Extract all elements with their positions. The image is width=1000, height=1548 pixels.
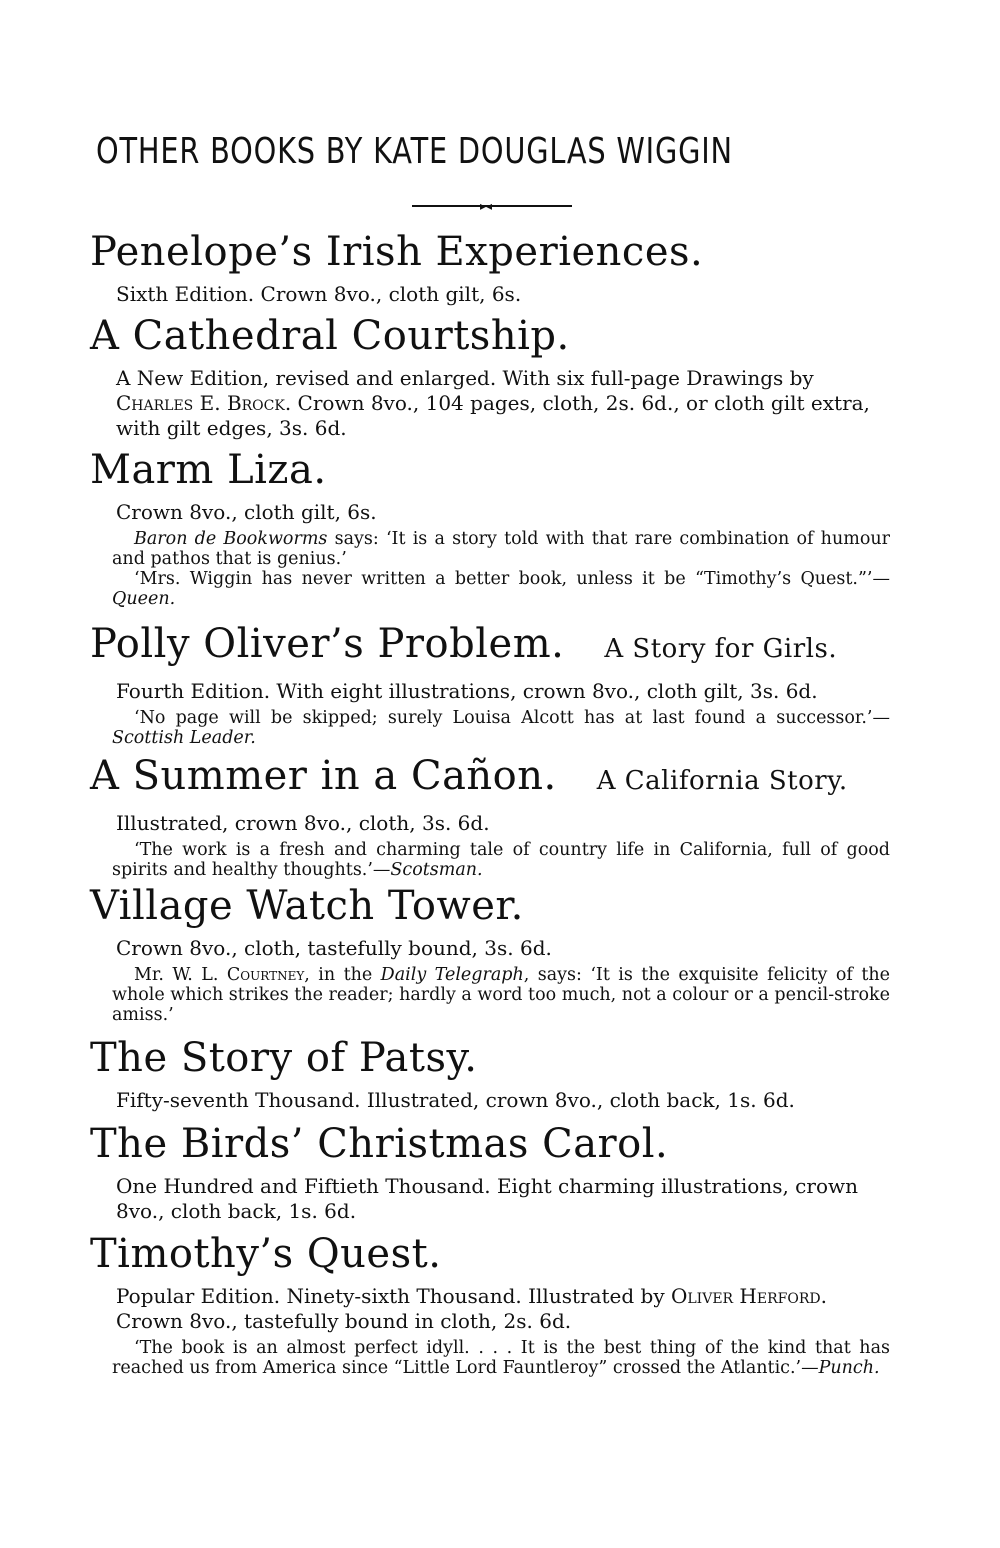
book-title: The Story of Patsy.	[90, 1035, 478, 1081]
review-quote	[112, 965, 890, 1025]
quote-text: says: ‘It is a story told with that rare combination of humour and pathos that is genius.’	[112, 529, 890, 569]
book-subtitle: A Story for Girls.	[604, 634, 838, 664]
illustrator-name: Oliver Herford	[670, 1284, 821, 1308]
review-quote	[112, 569, 890, 609]
book-title: The Birds’ Christmas Carol.	[90, 1121, 669, 1167]
quote-source: —Scotsman.	[372, 860, 483, 880]
book-title-line	[90, 620, 890, 673]
quote-text: , says: ‘It is the exquisite felicity of the whole which strikes the reader; hardly a word too much, not a colour or a pencil-stroke amiss.’	[112, 965, 890, 1025]
book-details: Sixth Edition. Crown 8vo., cloth gilt, 6s.	[116, 282, 522, 306]
review-quotes	[112, 529, 890, 609]
book-details	[116, 1284, 890, 1334]
book-details: Crown 8vo., cloth, tastefully bound, 3s. 6d.	[116, 936, 552, 960]
book-entry-a-summer-in-a-canon	[90, 752, 890, 880]
book-details: Crown 8vo., cloth gilt, 6s.	[116, 500, 377, 524]
book-entry-a-cathedral-courtship	[90, 312, 890, 441]
details-text: . Crown 8vo., tastefully bound in cloth, 2s. 6d.	[116, 1284, 827, 1333]
reviewer-name: Courtney	[226, 965, 305, 985]
review-quote	[112, 529, 890, 569]
book-details: One Hundred and Fiftieth Thousand. Eight charming illustrations, crown 8vo., cloth back, 1s. 6d.	[116, 1174, 858, 1223]
review-quote	[112, 708, 890, 748]
quote-text: ‘Mrs. Wiggin has never written a better book, unless it be “Timothy’s Quest.”’	[134, 569, 873, 589]
review-quotes	[112, 840, 890, 880]
book-title: Penelope’s Irish Experiences.	[90, 229, 704, 275]
book-title: Marm Liza.	[90, 447, 327, 493]
book-title: A Summer in a Cañon.	[90, 753, 557, 799]
book-title-line	[90, 752, 890, 805]
quote-text: ‘No page will be skipped; surely Louisa Alcott has at last found a successor.’	[134, 708, 873, 728]
book-details: Illustrated, crown 8vo., cloth, 3s. 6d.	[116, 811, 490, 835]
quote-source: —Scottish Leader.	[112, 708, 890, 748]
details-text: . Crown 8vo., 104 pages, cloth, 2s. 6d., or cloth gilt extra, with gilt edges, 3s. 6d.	[116, 391, 870, 440]
book-entry-penelopes-irish-experiences	[90, 228, 890, 307]
illustrator-name: Charles E. Brock	[116, 391, 285, 415]
quote-text: Mr. W. L.	[134, 965, 227, 985]
book-subtitle: A California Story.	[596, 766, 848, 796]
newspaper-name: Daily Telegraph	[380, 965, 524, 985]
book-title: A Cathedral Courtship.	[90, 313, 570, 359]
book-title: Polly Oliver’s Problem.	[90, 621, 565, 667]
rule-ornament: ▸◂	[480, 199, 493, 213]
book-details	[116, 366, 890, 441]
details-text: Popular Edition. Ninety-sixth Thousand. Illustrated by	[116, 1284, 671, 1308]
quote-source: —Queen.	[112, 569, 890, 609]
book-entry-timothys-quest	[90, 1230, 890, 1378]
book-details: Fourth Edition. With eight illustrations, crown 8vo., cloth gilt, 3s. 6d.	[116, 679, 818, 703]
book-entry-village-watch-tower	[90, 882, 890, 1025]
review-quotes	[112, 708, 890, 748]
quote-source: Baron de Bookworms	[134, 529, 328, 549]
book-entry-polly-olivers-problem	[90, 620, 890, 748]
book-entry-marm-liza	[90, 446, 890, 609]
details-text: A New Edition, revised and enlarged. With six full-page Drawings by	[116, 366, 814, 390]
quote-source: —Punch.	[801, 1358, 880, 1378]
review-quotes	[112, 1338, 890, 1378]
review-quotes	[112, 965, 890, 1025]
book-entry-the-birds-christmas-carol	[90, 1120, 890, 1224]
book-title: Timothy’s Quest.	[90, 1231, 442, 1277]
review-quote	[112, 840, 890, 880]
quote-text: ‘The book is an almost perfect idyll. . . . It is the best thing of the kind that has reached us from America since “Little Lord Fauntleroy” crossed the Atlantic.’	[112, 1338, 890, 1378]
quote-text: , in the	[304, 965, 381, 985]
review-quote	[112, 1338, 890, 1378]
ornamental-rule	[412, 200, 572, 212]
book-details: Fifty-seventh Thousand. Illustrated, crown 8vo., cloth back, 1s. 6d.	[116, 1088, 795, 1112]
book-title: Village Watch Tower.	[90, 883, 524, 929]
quote-text: ‘The work is a fresh and charming tale of country life in California, full of good spirits and healthy thoughts.’	[112, 840, 890, 880]
book-entry-the-story-of-patsy	[90, 1034, 890, 1113]
page-heading: OTHER BOOKS BY KATE DOUGLAS WIGGIN	[96, 131, 733, 172]
